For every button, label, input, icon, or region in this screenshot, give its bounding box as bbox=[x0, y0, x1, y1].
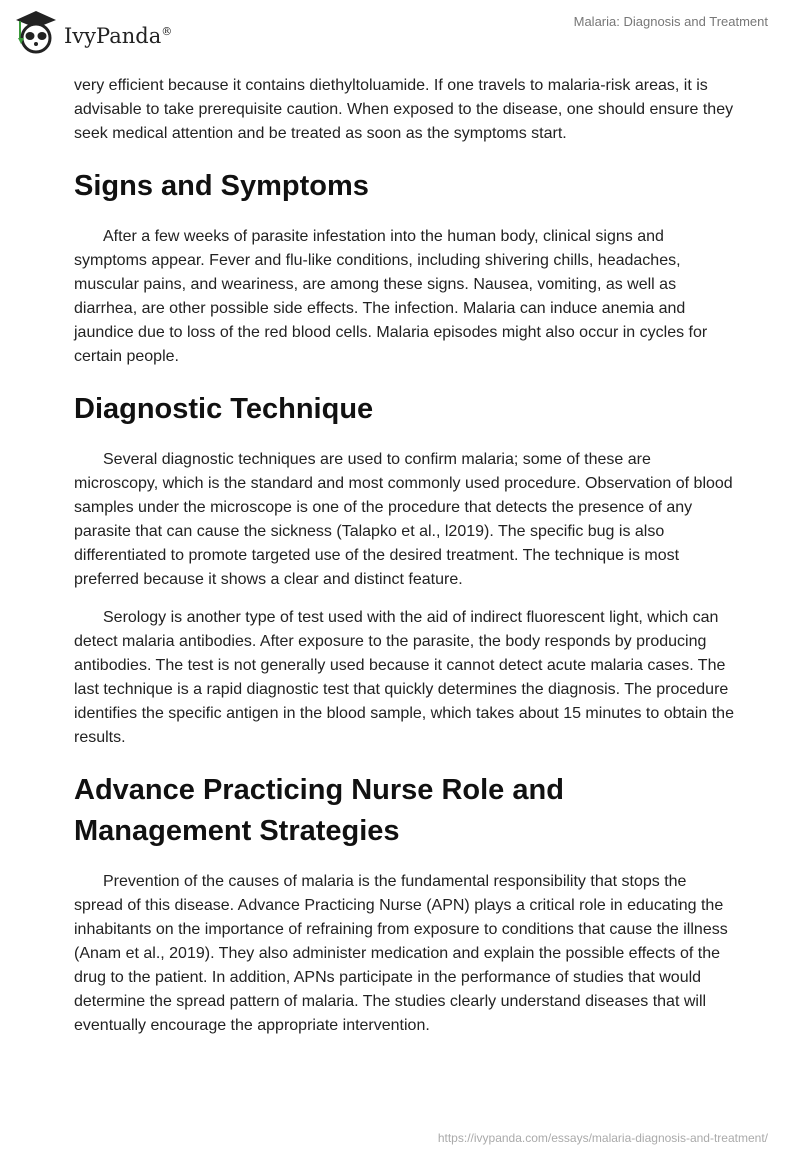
paragraph: After a few weeks of parasite infestation into the human body, clinical signs and symptoms appear. Fever and flu-like conditions, including shivering chills, headaches, muscular pains, and weariness, are among these signs. Nausea, vomiting, as well as diarrhea, are other possible side effects. The infection. Malaria can induce anemia and jaundice due to loss of the red blood cells. Malaria episodes might also occur in cycles for certain people. bbox=[74, 228, 708, 365]
section-heading: Diagnostic Technique bbox=[74, 393, 374, 425]
essay-content bbox=[74, 74, 734, 1052]
footer-url[interactable]: https://ivypanda.com/essays/malaria-diagnosis-and-treatment/ bbox=[437, 1131, 768, 1145]
registered-mark: ® bbox=[161, 25, 173, 38]
brand-name: IvyPanda bbox=[64, 24, 162, 48]
panda-graduate-icon bbox=[12, 8, 58, 54]
paragraph: Prevention of the causes of malaria is the fundamental responsibility that stops the spread of this disease. Advance Practicing Nurse (APN) plays a critical role in educating the inhabitants on the importance of refraining from exposure to conditions that cause the illness (Anam et al., 2019). They also administer medication and explain the possible effects of the drug to the patient. In addition, APNs participate in the performance of studies that would determine the spread pattern of malaria. The studies clearly understand diseases that will eventually encourage the appropriate intervention. bbox=[74, 873, 728, 1034]
document-title: Malaria: Diagnosis and Treatment bbox=[573, 14, 768, 29]
section-heading: Advance Practicing Nurse Role and Management Strategies bbox=[74, 774, 564, 847]
header bbox=[0, 0, 800, 60]
section-heading: Signs and Symptoms bbox=[74, 170, 369, 202]
ivypanda-logo[interactable] bbox=[12, 8, 172, 54]
intro-paragraph: very efficient because it contains diethyltoluamide. If one travels to malaria-risk areas, it is advisable to take prerequisite caution. When exposed to the disease, one should ensure they seek medical attention and be treated as soon as the symptoms start. bbox=[74, 77, 734, 142]
paragraph: Serology is another type of test used with the aid of indirect fluorescent light, which can detect malaria antibodies. After exposure to the parasite, the body responds by producing antibodies. The test is not generally used because it cannot detect acute malaria cases. The last technique is a rapid diagnostic test that quickly determines the diagnosis. The procedure identifies the specific antigen in the blood sample, which takes about 15 minutes to obtain the results. bbox=[74, 609, 734, 746]
paragraph: Several diagnostic techniques are used to confirm malaria; some of these are microscopy, which is the standard and most commonly used procedure. Observation of blood samples under the microscope is one of the procedure that detects the presence of any parasite that can cause the sickness (Talapko et al., l2019). The specific bug is also differentiated to promote targeted use of the desired treatment. The technique is most preferred because it shows a clear and distinct feature. bbox=[74, 451, 733, 588]
